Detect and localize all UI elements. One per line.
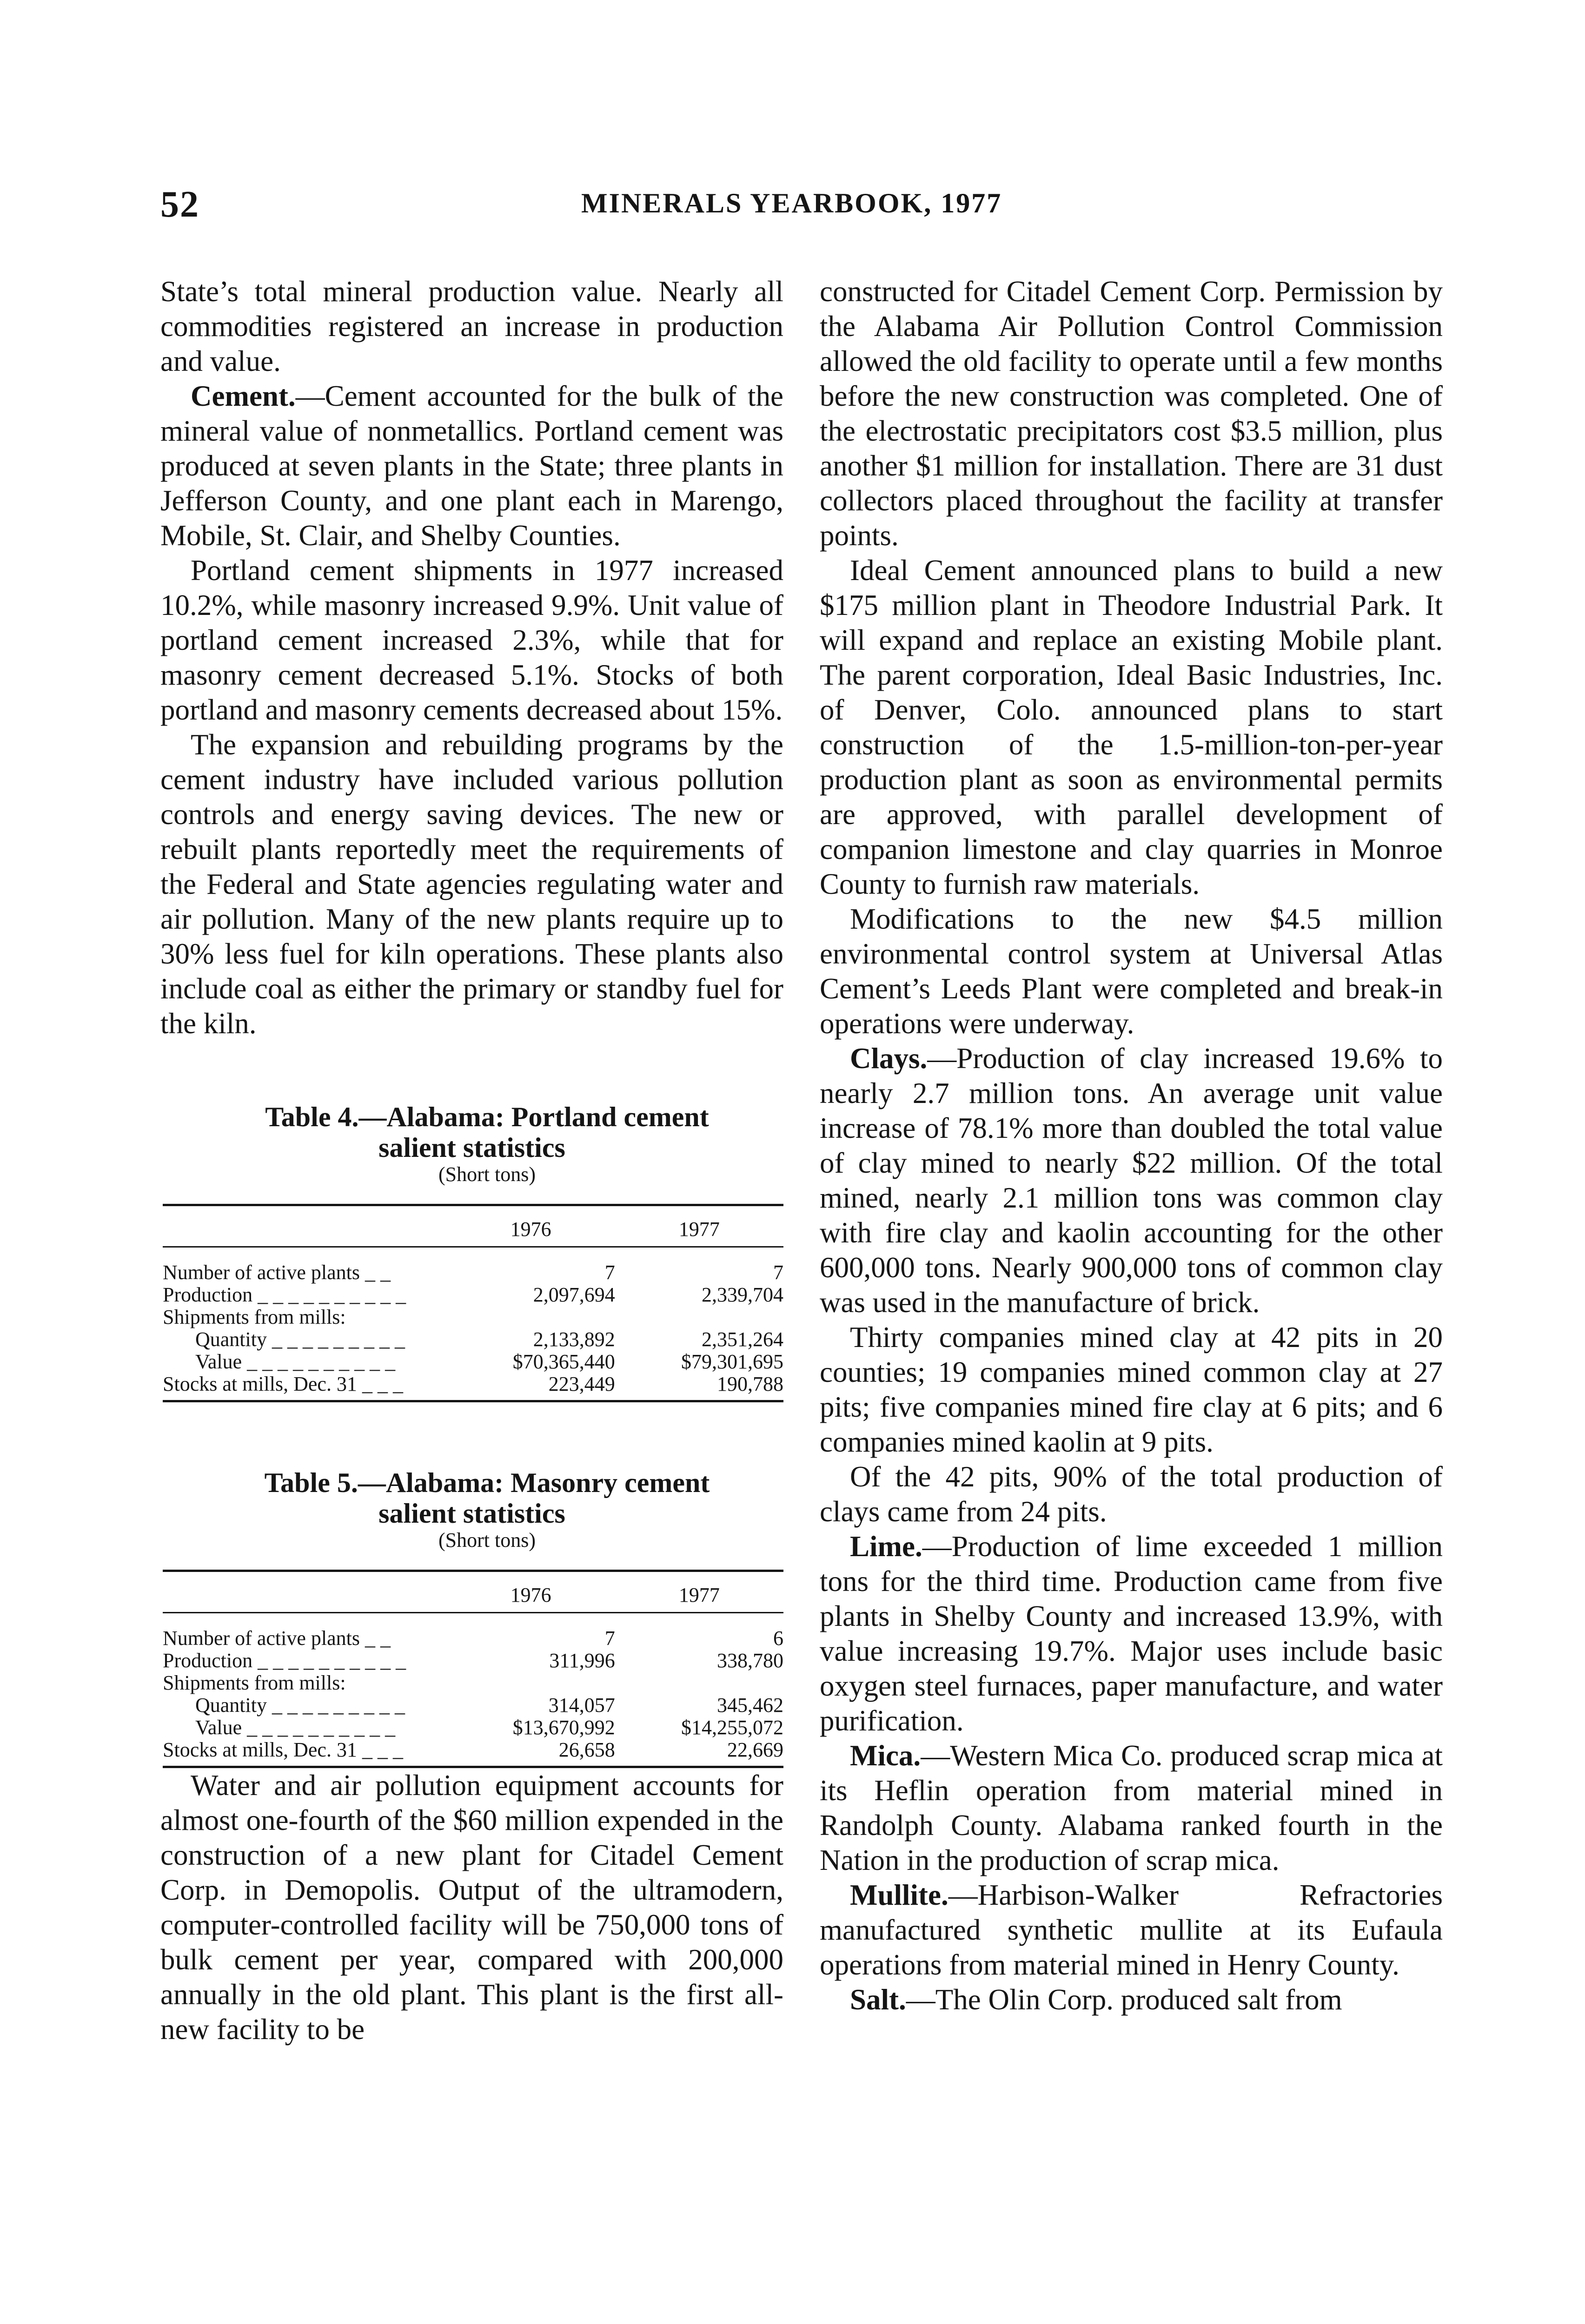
table-4 bbox=[160, 1102, 783, 1402]
cell-1976 bbox=[446, 1672, 615, 1694]
section-heading-salt: Salt. bbox=[850, 1983, 906, 2016]
paragraph-body: —Production of clay increased 19.6% to nearly 2.7 million tons. An average unit value increase of 78.1% more than doubled the total value of clay mined to nearly $22 million. Of the total mined, nearly 2.1 million tons was common clay with fire clay and kaolin accounting for the other 600,000 tons. Nearly 900,000 tons of common clay was used in the manufacture of brick. bbox=[820, 1042, 1443, 1319]
column-header-label bbox=[163, 1205, 446, 1247]
paragraph-salt bbox=[820, 1982, 1443, 2017]
row-label: Shipments from mills: bbox=[163, 1671, 346, 1694]
row-label: Number of active plants _ _ bbox=[163, 1627, 391, 1650]
paragraph-mica bbox=[820, 1738, 1443, 1878]
right-column bbox=[820, 274, 1443, 2017]
row-label: Quantity _ _ _ _ _ _ _ _ _ bbox=[195, 1328, 405, 1351]
section-heading-cement: Cement. bbox=[191, 380, 296, 412]
paragraph-body: —Western Mica Co. produced scrap mica at its Heflin operation from material mined in Randolph County. Alabama ranked fourth in the Nation in the production of scrap mica. bbox=[820, 1739, 1443, 1876]
table-row bbox=[163, 1284, 783, 1306]
row-label: Stocks at mills, Dec. 31 _ _ _ bbox=[163, 1739, 446, 1767]
statistics-table bbox=[163, 1570, 783, 1768]
running-title: MINERALS YEARBOOK, 1977 bbox=[581, 188, 1002, 218]
row-label: Production _ _ _ _ _ _ _ _ _ _ bbox=[163, 1283, 406, 1306]
cell-1976: 223,449 bbox=[446, 1373, 615, 1401]
table-title bbox=[160, 1467, 783, 1529]
cell-1976: 314,057 bbox=[548, 1694, 615, 1717]
section-heading-clays: Clays. bbox=[850, 1042, 928, 1075]
table-row bbox=[163, 1739, 783, 1767]
cell-1977: 345,462 bbox=[717, 1694, 783, 1717]
paragraph-cement bbox=[160, 379, 783, 553]
cell-1977: 2,339,704 bbox=[702, 1283, 783, 1306]
paragraph-lime bbox=[820, 1529, 1443, 1738]
cell-1977: 2,351,264 bbox=[702, 1328, 783, 1351]
table-5 bbox=[160, 1467, 783, 1768]
table-row bbox=[163, 1247, 783, 1284]
cell-1977: 6 bbox=[773, 1627, 783, 1650]
table-row bbox=[163, 1613, 783, 1650]
cell-1976: 26,658 bbox=[446, 1739, 615, 1767]
page-number: 52 bbox=[160, 184, 199, 225]
table-title-line: Table 5.—Alabama: Masonry cement bbox=[264, 1467, 710, 1498]
section-heading-lime: Lime. bbox=[850, 1530, 922, 1563]
cell-1976: 2,097,694 bbox=[533, 1283, 615, 1306]
cell-1977: 190,788 bbox=[615, 1373, 783, 1401]
paragraph-body: —Production of lime exceeded 1 million tons for the third time. Production came from five plants in Shelby County and increased 13.9%, with value increasing 19.7%. Major uses include basic oxygen steel furnaces, paper manufacture, and water purification. bbox=[820, 1530, 1443, 1737]
row-label: Production _ _ _ _ _ _ _ _ _ _ bbox=[163, 1649, 406, 1672]
cell-1976: 7 bbox=[604, 1261, 615, 1284]
paragraph-body: —Cement accounted for the bulk of the mineral value of nonmetallics. Portland cement was produced at seven plants in the State; three plants in Jefferson County, and one plant each in Marengo, Mobile, St. Clair, and Shelby Counties. bbox=[160, 380, 783, 552]
left-column bbox=[160, 274, 783, 2047]
cell-1976: 311,996 bbox=[549, 1649, 615, 1672]
table-row bbox=[163, 1328, 783, 1351]
cell-1977 bbox=[615, 1306, 783, 1328]
table-row bbox=[163, 1672, 783, 1694]
paragraph: Water and air pollution equipment accounts for almost one-fourth of the $60 million expended in the construction of a new plant for Citadel Cement Corp. in Demopolis. Output of the ultramodern, computer-controlled facility will be 750,000 tons of bulk cement per year, compared with 200,000 annually in the old plant. This plant is the first all-new facility to be bbox=[160, 1769, 783, 2046]
section-heading-mica: Mica. bbox=[850, 1739, 921, 1772]
page-header bbox=[160, 184, 1444, 225]
paragraph: State’s total mineral production value. Nearly all commodities registered an increase in production and value. bbox=[160, 275, 783, 377]
table-unit: (Short tons) bbox=[438, 1163, 536, 1186]
paragraph-body: —The Olin Corp. produced salt from bbox=[906, 1983, 1342, 2016]
table-row bbox=[163, 1694, 783, 1717]
cell-1977: 7 bbox=[773, 1261, 783, 1284]
row-label: Value _ _ _ _ _ _ _ _ _ _ bbox=[195, 1716, 396, 1739]
section-heading-mullite: Mullite. bbox=[850, 1879, 948, 1911]
row-label: Shipments from mills: bbox=[163, 1306, 346, 1328]
table-row bbox=[163, 1717, 783, 1739]
table-unit: (Short tons) bbox=[438, 1529, 536, 1552]
table-title bbox=[160, 1102, 783, 1163]
paragraph-body: —Harbison-Walker Refractories manufactured synthetic mullite at its Eufaula operations from material mined in Henry County. bbox=[820, 1879, 1443, 1981]
paragraph-clays bbox=[820, 1041, 1443, 1320]
table-row bbox=[163, 1373, 783, 1401]
table-title-line: salient statistics bbox=[378, 1498, 565, 1529]
row-label: Number of active plants _ _ bbox=[163, 1261, 391, 1284]
paragraph: Portland cement shipments in 1977 increased 10.2%, while masonry increased 9.9%. Unit value of portland cement increased 2.3%, while that for masonry cement decreased 5.1%. Stocks of both portland and masonry cements decreased about 15%. bbox=[160, 554, 783, 726]
paragraph: Ideal Cement announced plans to build a new $175 million plant in Theodore Industrial Park. It will expand and replace an existing Mobile plant. The parent corporation, Ideal Basic Industries, Inc. of Denver, Colo. announced plans to start construction of the 1.5-million-ton-per-year production plant as soon as environmental permits are approved, with parallel development of companion limestone and clay quarries in Monroe County to furnish raw materials. bbox=[820, 554, 1443, 900]
cell-1976: $70,365,440 bbox=[512, 1350, 615, 1373]
paragraph: Thirty companies mined clay at 42 pits in 20 counties; 19 companies mined common clay at 27 pits; five companies mined fire clay at 6 pits; and 6 companies mined kaolin at 9 pits. bbox=[820, 1321, 1443, 1458]
paragraph: Modifications to the new $4.5 million environmental control system at Universal Atlas Cement’s Leeds Plant were completed and break-in operations were underway. bbox=[820, 903, 1443, 1040]
table-row bbox=[163, 1650, 783, 1672]
cell-1976: 2,133,892 bbox=[533, 1328, 615, 1351]
statistics-table bbox=[163, 1204, 783, 1402]
cell-1977: 22,669 bbox=[615, 1739, 783, 1767]
table-row bbox=[163, 1351, 783, 1373]
paragraph: Of the 42 pits, 90% of the total production of clays came from 24 pits. bbox=[820, 1460, 1443, 1528]
row-label: Stocks at mills, Dec. 31 _ _ _ bbox=[163, 1373, 446, 1401]
cell-1976: $13,670,992 bbox=[512, 1716, 615, 1739]
row-label: Value _ _ _ _ _ _ _ _ _ _ bbox=[195, 1350, 396, 1373]
cell-1977: $14,255,072 bbox=[681, 1716, 783, 1739]
table-title-line: salient statistics bbox=[378, 1132, 565, 1163]
column-header-1976: 1976 bbox=[446, 1571, 615, 1613]
paragraph: The expansion and rebuilding programs by the cement industry have included various pollution controls and energy saving devices. The new or rebuilt plants reportedly meet the requirements of the Federal and State agencies regulating water and air pollution. Many of the new plants require up to 30% less fuel for kiln operations. These plants also include coal as either the primary or standby fuel for the kiln. bbox=[160, 728, 783, 1040]
cell-1977: $79,301,695 bbox=[681, 1350, 783, 1373]
paragraph-mullite bbox=[820, 1878, 1443, 1982]
table-header-row bbox=[163, 1571, 783, 1613]
row-label: Quantity _ _ _ _ _ _ _ _ _ bbox=[195, 1694, 405, 1717]
cell-1976 bbox=[446, 1306, 615, 1328]
table-header-row bbox=[163, 1205, 783, 1247]
column-header-1977: 1977 bbox=[615, 1205, 783, 1247]
cell-1977 bbox=[615, 1672, 783, 1694]
column-header-label bbox=[163, 1571, 446, 1613]
cell-1977: 338,780 bbox=[717, 1649, 783, 1672]
table-title-line: Table 4.—Alabama: Portland cement bbox=[265, 1102, 709, 1132]
table-row bbox=[163, 1306, 783, 1328]
column-header-1976: 1976 bbox=[446, 1205, 615, 1247]
cell-1976: 7 bbox=[604, 1627, 615, 1650]
column-header-1977: 1977 bbox=[615, 1571, 783, 1613]
paragraph: constructed for Citadel Cement Corp. Permission by the Alabama Air Pollution Control Commission allowed the old facility to operate until a few months before the new construction was completed. One of the electrostatic precipitators cost $3.5 million, plus another $1 million for installation. There are 31 dust collectors placed throughout the facility at transfer points. bbox=[820, 275, 1443, 552]
